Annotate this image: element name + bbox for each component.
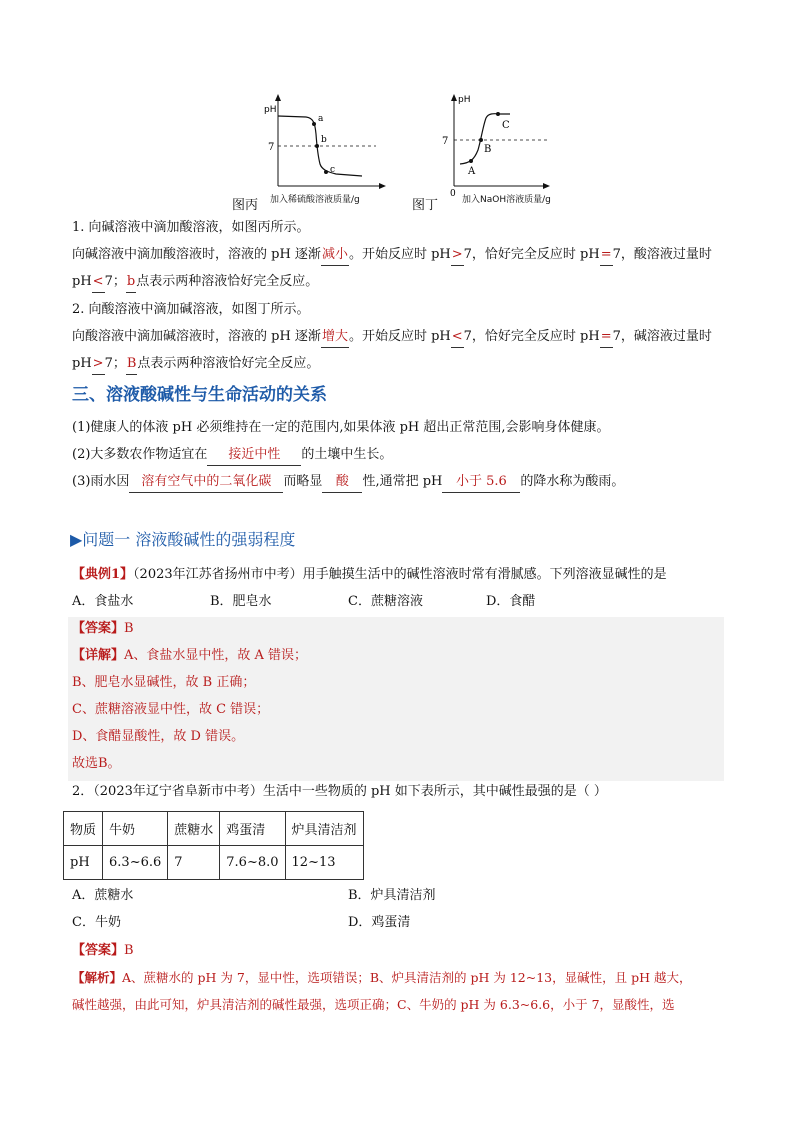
question2-option-c: C．牛奶: [72, 915, 121, 930]
ph-table-header-cell: 牛奶: [103, 812, 168, 846]
s3-l2-blank: 接近中性: [207, 445, 301, 466]
p1-line2: [72, 272, 318, 293]
s3-l3-text-a: (3)雨水因: [72, 474, 130, 489]
example1-stem: [72, 565, 667, 585]
ph-table: [63, 811, 364, 880]
example1-detail-text-1: A、食盐水显中性，故 A 错误；: [124, 648, 308, 663]
p1-text-a: 向碱溶液中滴加酸溶液时，溶液的 pH 逐渐: [72, 247, 321, 262]
example1-detail-tag: 【详解】: [72, 648, 125, 663]
example1-answer-tag: 【答案】: [72, 621, 125, 636]
question2-stem: 2．（2023年辽宁省阜新市中考）生活中一些物质的 pH 如下表所示，其中碱性最强的是（ ）: [72, 784, 607, 799]
example1-detail-1: [72, 646, 307, 666]
p2-text-c: 7，恰好完全反应时 pH: [463, 329, 600, 344]
example1-option-a: A．食盐水: [72, 594, 134, 609]
section3-line1: (1)健康人的体液 pH 必须维持在一定的范围内,如果体液 pH 超出正常范围,会影响身体健康。: [72, 420, 610, 435]
p2-blank-1: 增大: [321, 327, 349, 348]
graph-ding-ylabel: pH: [458, 95, 471, 105]
p1-text-d: 7，酸溶液过量时: [612, 247, 712, 262]
p1-blank-5: b: [126, 272, 136, 293]
example1-option-d: D．食醋: [486, 594, 536, 609]
example1-detail-3: C、蔗糖溶液显中性，故 C 错误；: [72, 702, 270, 717]
p2-text-g: 点表示两种溶液恰好完全反应。: [137, 356, 320, 371]
example1-answer-box: [68, 617, 724, 781]
question2-answer-value: B: [124, 943, 134, 958]
graph-ding-seven: 7: [442, 136, 449, 147]
p1-line1: [72, 245, 712, 266]
section3-line2: [72, 445, 392, 466]
graph-bing-label-a: a: [318, 114, 324, 124]
example1-detail-4: D、食醋显酸性，故 D 错误。: [72, 729, 245, 744]
graph-ding-label-C: C: [502, 120, 510, 131]
s3-l3-blank-2: 酸: [322, 472, 362, 493]
example1-detail-5: 故选B。: [72, 756, 121, 771]
question2-analysis-2: 碱性越强，由此可知，炉具清洁剂的碱性最强，选项正确；C、牛奶的 pH 为 6.3~6.6，小于 7，显酸性，选: [72, 997, 675, 1012]
p2-blank-3: =: [600, 327, 613, 348]
graph-bing-point-a: [312, 122, 316, 126]
question2-analysis-tag: 【解析】: [72, 970, 123, 985]
ph-table-cell: 6.3~6.6: [103, 846, 168, 880]
graph-ding-label-A: A: [468, 166, 476, 177]
p2-text-f: 7；: [104, 356, 126, 371]
example1-answer: [72, 619, 134, 639]
p1-blank-1: 减小: [321, 245, 349, 266]
p1-text-c: 7，恰好完全反应时 pH: [463, 247, 600, 262]
graph-bing-x-arrow: [379, 183, 386, 189]
p2-text-b: 。开始反应时 pH: [348, 329, 451, 344]
question2-option-b: B．炉具清洁剂: [348, 888, 436, 903]
ph-table-cell: 7: [168, 846, 220, 880]
p2-text-e: pH: [72, 356, 92, 371]
s3-l3-text-c: 性,通常把 pH: [362, 474, 443, 489]
question2-answer: [72, 941, 134, 961]
graph-bing-point-b: [315, 144, 319, 148]
p2-text-d: 7，碱溶液过量时: [612, 329, 712, 344]
example1-option-b: B．肥皂水: [210, 594, 272, 609]
s3-l3-blank-1: 溶有空气中的二氧化碳: [129, 472, 283, 493]
p1-blank-3: =: [600, 245, 613, 266]
graph-ding-origin: 0: [450, 189, 456, 199]
p1-text-f: 7；: [104, 274, 126, 289]
ph-table-header-row: [64, 812, 364, 846]
question2-analysis-1: [72, 968, 691, 988]
s3-l3-blank-3: 小于 5.6: [442, 472, 520, 493]
question2-options-row1: [72, 886, 436, 906]
p1-blank-4: <: [92, 272, 105, 293]
example1-detail-2: B、肥皂水显碱性，故 B 正确；: [72, 675, 256, 690]
example1-stem-text: （2023年江苏省扬州市中考）用手触摸生活中的碱性溶液时常有滑腻感。下列溶液显碱性的是: [133, 567, 667, 582]
p1-text-b: 。开始反应时 pH: [348, 247, 451, 262]
graph-ding-point-C: [496, 112, 500, 116]
ph-table-header-cell: 鸡蛋清: [220, 812, 285, 846]
graph-ding-caption: 图丁: [412, 198, 439, 213]
graph-bing-ylabel: pH: [264, 105, 277, 115]
graph-ding-xlabel: 加入NaOH溶液质量/g: [462, 195, 551, 205]
ph-table-row: [64, 846, 364, 880]
graph-ding-y-arrow: [451, 94, 457, 101]
p2-title: 2. 向酸溶液中滴加碱溶液，如图丁所示。: [72, 302, 310, 317]
ph-table-header-cell: 蔗糖水: [168, 812, 220, 846]
p2-line1: [72, 327, 712, 348]
p1-text-g: 点表示两种溶液恰好完全反应。: [136, 274, 319, 289]
example1-option-c: C．蔗糖溶液: [348, 594, 423, 609]
section3-line3: [72, 472, 624, 493]
problem1-heading: ▶问题一 溶液酸碱性的强弱程度: [70, 530, 296, 549]
p1-title: 1. 向碱溶液中滴加酸溶液，如图丙所示。: [72, 220, 310, 235]
example1-options: [72, 592, 535, 612]
graph-bing-xlabel: 加入稀硫酸溶液质量/g: [270, 195, 360, 205]
ph-table-header-cell: 炉具清洁剂: [285, 812, 363, 846]
ph-table-cell: pH: [64, 846, 103, 880]
graph-bing-point-c: [324, 170, 328, 174]
s3-l3-text-d: 的降水称为酸雨。: [520, 474, 625, 489]
s3-l2-text-a: (2)大多数农作物适宜在: [72, 447, 208, 462]
p2-line2: [72, 354, 319, 375]
question2-option-d: D．鸡蛋清: [348, 915, 411, 930]
question2-options-row2: [72, 913, 410, 933]
example1-tag: 【典例1】: [72, 567, 134, 582]
graph-ding-x-arrow: [543, 183, 550, 189]
ph-table-cell: 12~13: [285, 846, 363, 880]
s3-l3-text-b: 而略显: [283, 474, 323, 489]
p2-text-a: 向酸溶液中滴加碱溶液时，溶液的 pH 逐渐: [72, 329, 321, 344]
graph-bing-caption: 图丙: [232, 198, 259, 213]
ph-table-header-cell: 物质: [64, 812, 103, 846]
graph-ding-point-A: [469, 159, 473, 163]
question2-option-a: A．蔗糖水: [72, 888, 134, 903]
ph-table-cell: 7.6~8.0: [220, 846, 285, 880]
p2-blank-5: B: [126, 354, 138, 375]
graph-ding-point-B: [479, 138, 483, 142]
graph-bing-y-arrow: [275, 94, 281, 101]
p1-blank-2: >: [451, 245, 464, 266]
p2-blank-2: <: [451, 327, 464, 348]
s3-l2-text-b: 的土壤中生长。: [301, 447, 393, 462]
graph-bing-seven: 7: [268, 142, 275, 153]
question2-analysis-text-1: A、蔗糖水的 pH 为 7，显中性，选项错误；B、炉具清洁剂的 pH 为 12~13，显碱性，且 pH 越大，: [122, 970, 692, 985]
p2-blank-4: >: [92, 354, 105, 375]
example1-answer-value: B: [124, 621, 134, 636]
question2-answer-tag: 【答案】: [72, 943, 125, 958]
graph-ding-label-B: B: [484, 144, 492, 155]
graph-bing-label-c: c: [330, 165, 336, 175]
graph-bing-label-b: b: [321, 135, 327, 145]
p1-text-e: pH: [72, 274, 92, 289]
section3-heading: 三、溶液酸碱性与生命活动的关系: [72, 385, 327, 405]
